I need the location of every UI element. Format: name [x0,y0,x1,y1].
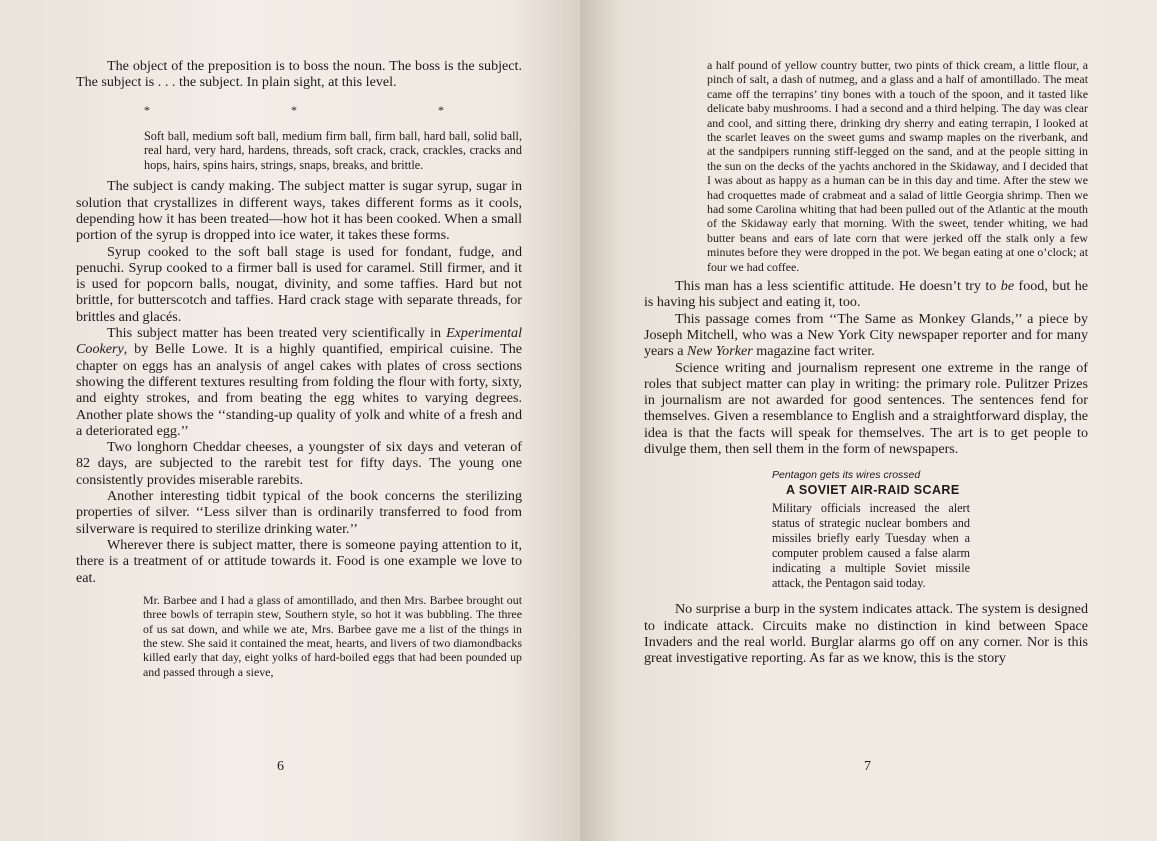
paragraph-subject-matter: Wherever there is subject matter, there is someone paying attention to it, there is a treatment of or attitude towards it. Food is one example we love to eat. [76,536,522,586]
paragraph-less-scientific [644,278,1088,311]
paragraph-candy-making: The subject is candy making. The subject matter is sugar syrup, sugar in solution that crystallizes in different ways, takes different forms as it cools, depending how it has been treated—how hot it has been cooked. When a small portion of the syrup is dropped into ice water, it takes these forms. [76,178,522,244]
page-number-left: 6 [277,759,284,774]
news-kicker: Pentagon gets its wires crossed [772,469,921,482]
news-clipping [772,469,970,591]
paragraph-journalism: Science writing and journalism represent one extreme in the range of roles that subject matter can play in writing: the primary role. Pulitzer Prizes in journalism are not awarded for good sentences. The sentences fend for themselves. Given a resemblance to English and a straightforward display, the idea is that the facts will speak for themselves. The art is to get people to divulge them, then sell them in the form of newspapers. [644,359,1088,458]
text-run: , by Belle Lowe. It is a highly quantified, empirical cuisine. The chapter on eggs has an analysis of angel cakes with plates of cross sections showing the different textures resulting from folding the flour with forty, sixty, and eighty strokes, and from beating the egg whites to varying degrees. Another plate shows the ‘‘standing-up quality of yolk and white of a fresh and a deteriorated egg.’’ [76,341,522,439]
star: * [144,102,150,117]
text-run: This man has a less scientific attitude. He doesn’t try to [675,278,1001,295]
news-body: Military officials increased the alert status of strategic nuclear bombers and missiles briefly early Tuesday when a computer problem caused a false alarm indicating a multiple Soviet missile attack, the Pentagon said today. [772,501,970,591]
text-run: This passage comes from ‘‘The Same as Monkey Glands,’’ a piece by Joseph Mitchell, who was a New York City newspaper reporter and for many years a [644,310,1088,360]
star: * [438,102,444,117]
star: * [291,102,297,117]
paragraph-silver: Another interesting tidbit typical of the book concerns the sterilizing properties of silver. ‘‘Less silver than is ordinarily transferred to food from silverware is required to sterilize drinking water.’’ [76,488,522,537]
terrapin-quote-part-2: a half pound of yellow country butter, two pints of thick cream, a little flour, a pinch of salt, a dash of nutmeg, and a glass and a half of amontillado. The meat came off the terrapins’ tiny bones with a touch of the spoon, and it tasted like delicate baby mushrooms. I had a second and a third helping. The day was clear and cool, and sitting there, drinking dry sherry and eating terrapin, I looked at the scarlet leaves on the sweet gums and swamp maples on the riverbank, and at the sandpipers running stiff-legged on the sand, and at the people sitting in the sun on the decks of the yachts anchored in the Skidaway, and I decided that I was about as happy as a human can be in this day and time. After the stew we had croquettes made of crabmeat and a salad of little Georgia shrimp. Then we had some Carolina whiting that had been pulled out of the Atlantic at the mouth of the Skidaway early that morning. With the sweet, tender whiting, we had butter beans and ears of late corn that were jerked off the stalk only a few minutes before they were dropped in the pot. We began eating at one o’clock; at four we had coffee. [707,58,1088,274]
paragraph-cheddar: Two longhorn Cheddar cheeses, a youngster of six days and veteran of 82 days, are subjected to the rarebit test for fifty days. The young one consistently provides miserable rarebits. [76,439,522,488]
right-page [580,0,1157,841]
emphasis: be [1000,278,1015,295]
magazine-title: New Yorker [687,343,753,360]
book-title: Experimental Cookery [76,325,522,358]
text-run: This subject matter has been treated very scientifically in [107,325,447,342]
paragraph-source [644,311,1088,360]
paragraph-burp: No surprise a burp in the system indicates attack. The system is designed to indicate attack. Circuits make no distinction in kind between Space Invaders and the real world. Burglar alarms go off on any corner. Nor is this great investigative reporting. As far as we know, this is the story [644,601,1088,667]
opening-paragraph: The object of the preposition is to boss the noun. The boss is the subject. The subject is . . . the subject. In plain sight, at this level. [76,58,522,91]
paragraph-experimental-cookery [76,325,522,439]
right-column [644,58,1088,667]
text-run: magazine fact writer. [752,343,875,360]
left-column [76,58,522,679]
terrapin-quote-part-1: Mr. Barbee and I had a glass of amontillado, and then Mrs. Barbee brought out three bowls of terrapin stew, Southern style, so hot it was bubbling. The three of us sat down, and while we ate, Mrs. Barbee gave me a list of the things in the stew. She said it contained the meat, hearts, and livers of two diamondbacks killed early that day, eight yolks of hard-boiled eggs that had been pounded up and passed through a sieve, [143,592,522,679]
text-run: food, but he is having his subject and eating it, too. [644,278,1088,311]
candy-stages-list: Soft ball, medium soft ball, medium firm ball, firm ball, hard ball, solid ball, real hard, very hard, hardens, threads, soft crack, crack, crackles, cracks and hops, hairs, spins hairs, strings, snaps, breaks, and brittle. [144,128,522,172]
paragraph-syrup-stages: Syrup cooked to the soft ball stage is used for fondant, fudge, and penuchi. Syrup cooked to a firmer ball is used for caramel. Still firmer, and it is used for popcorn balls, nougat, divinity, and some taffies. Hard but not brittle, for butterscotch and taffies. Hard crack stage with separate threads, for brittles and glacés. [76,243,522,325]
page-number-right: 7 [864,759,871,774]
section-break [144,103,444,117]
news-headline: A SOVIET AIR-RAID SCARE [786,483,960,498]
